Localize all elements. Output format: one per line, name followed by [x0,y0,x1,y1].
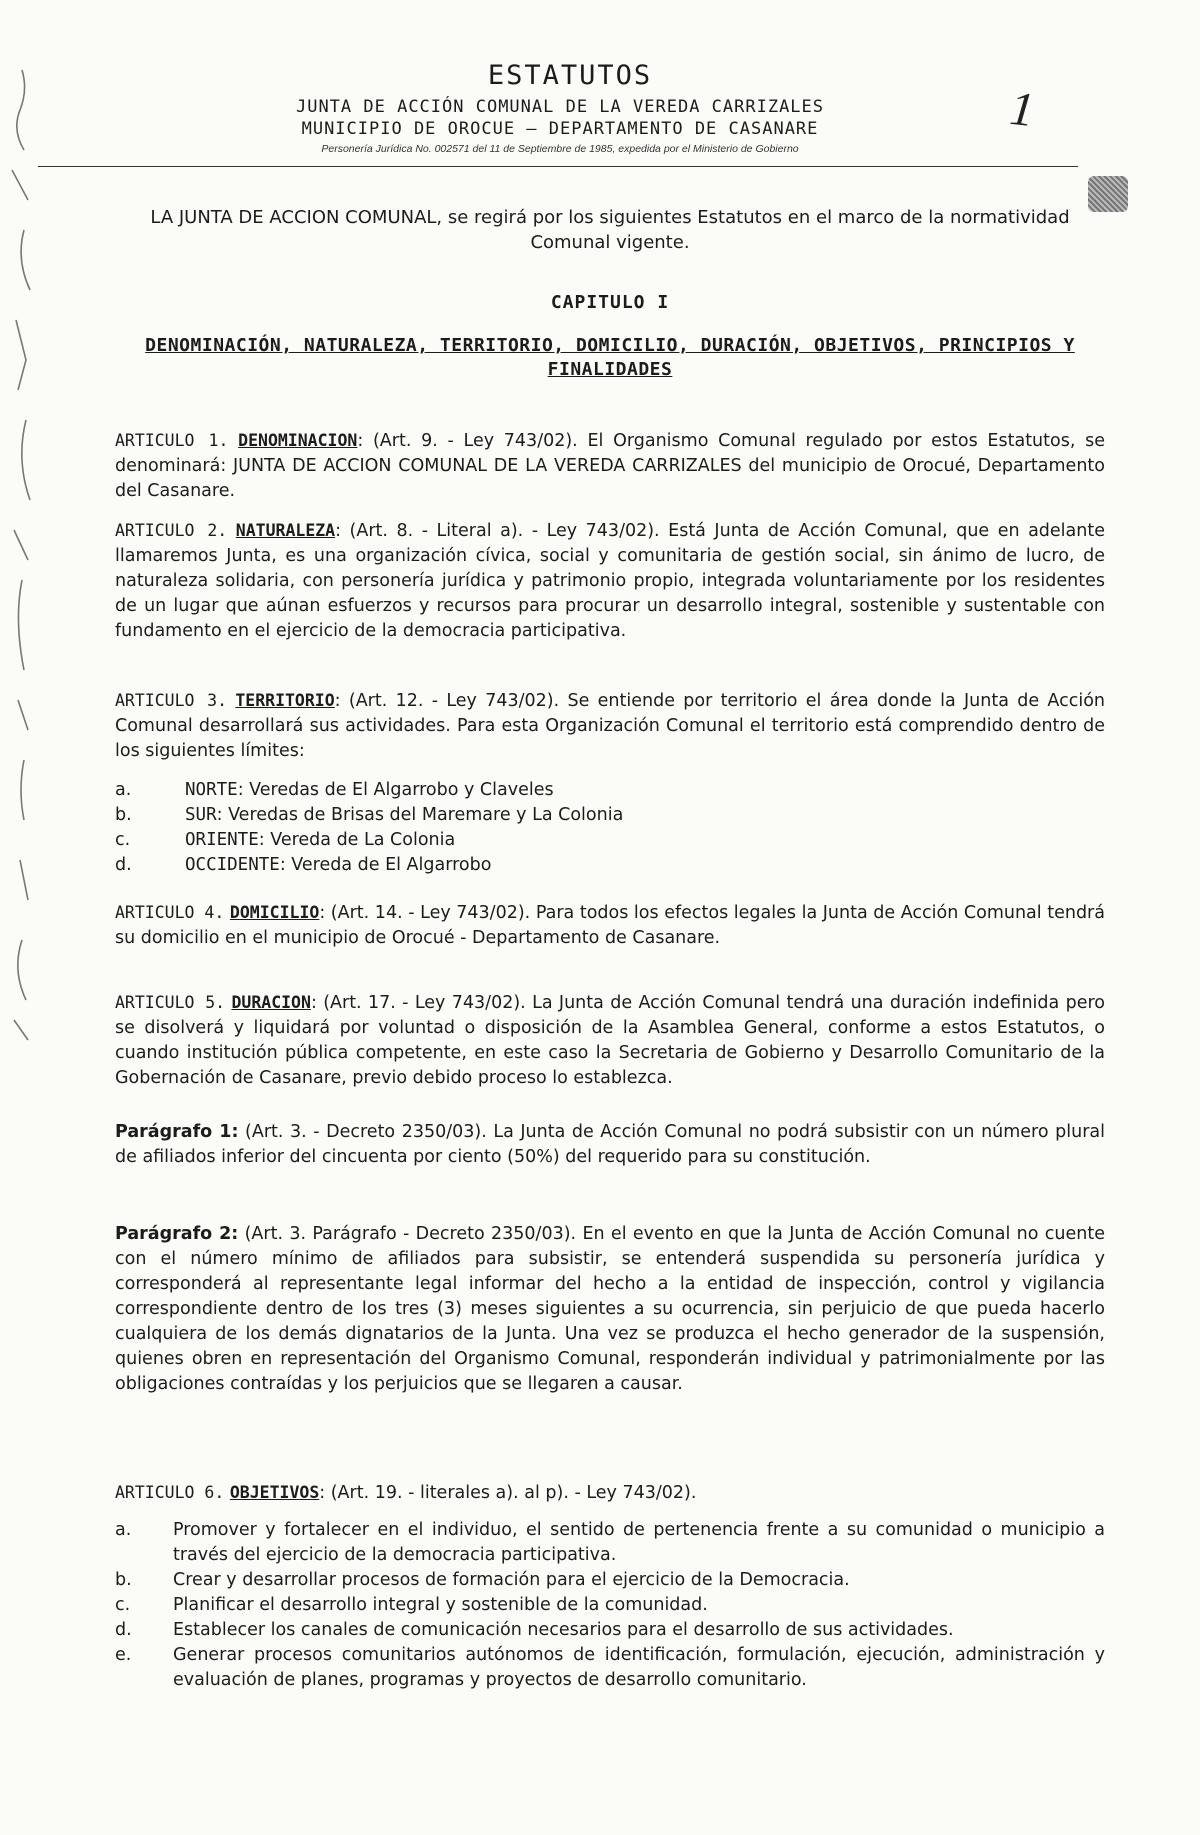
list-item: b. SUR: Veredas de Brisas del Maremare y La Colonia [115,805,624,825]
article-label: ARTICULO 6. [115,1483,225,1502]
list-item: a. Promover y fortalecer en el individuo, el sentido de pertenencia frente a su comunidad o municipio a través del ejercicio de la democracia participativa. [115,1520,1105,1565]
chapter-subtitle: DENOMINACIÓN, NATURALEZA, TERRITORIO, DOMICILIO, DURACIÓN, OBJETIVOS, PRINCIPIOS Y FINALIDADES [145,335,1075,380]
article-6 [115,1480,1105,1506]
article-text: : (Art. 12. - Ley 743/02). Se entiende por territorio el área donde la Junta de Acción Comunal desarrollará sus actividades. Para esta Organización Comunal el territorio está comprendido dentro de los siguientes límites: [115,691,1105,761]
article-name: DOMICILIO [229,903,320,922]
list-item: c. ORIENTE: Vereda de La Colonia [115,830,456,850]
limit-name: ORIENTE [185,830,259,850]
header-organization: JUNTA DE ACCIÓN COMUNAL DE LA VEREDA CARRIZALES [295,97,825,117]
article-1 [115,428,1105,504]
article-label: ARTICULO 3. [115,691,228,710]
article-label: ARTICULO 4. [115,903,225,922]
paragraph-label: Parágrafo 2: [115,1224,239,1244]
paragraph-2 [115,1222,1105,1397]
article-label: ARTICULO 2. [115,521,228,540]
article-5 [115,990,1105,1091]
limit-name: SUR [185,805,217,825]
list-item: d. OCCIDENTE: Vereda de El Algarrobo [115,855,492,875]
article-text: : (Art. 14. - Ley 743/02). Para todos los efectos legales la Junta de Acción Comunal tendrá su domicilio en el municipio de Orocué - Departamento de Casanare. [115,903,1105,948]
article-4 [115,900,1105,951]
page-number: 1 [1007,81,1037,138]
header-divider [38,166,1078,167]
territory-limits-list [115,778,1105,878]
limit-name: OCCIDENTE [185,855,280,875]
article-label: ARTICULO 5. [115,993,226,1012]
limit-name: NORTE [185,780,238,800]
article-text: : (Art. 17. - Ley 743/02). La Junta de Acción Comunal tendrá una duración indefinida pero se disolverá y liquidará por voluntad o disposición de la Asamblea General, conforme a estos Estatutos, o cuando institución pública competente, en este caso la Secretaria de Gobierno y Desarrollo Comunitario de la Gobernación de Casanare, previo debido proceso lo establezca. [115,993,1105,1088]
article-name: OBJETIVOS [229,1483,320,1502]
header-municipality: MUNICIPIO DE OROCUE – DEPARTAMENTO DE CASANARE [301,119,819,139]
list-item: c. Planificar el desarrollo integral y sostenible de la comunidad. [115,1595,708,1615]
article-text: : (Art. 19. - literales a). al p). - Ley 743/02). [319,1483,697,1503]
paragraph-text: (Art. 3. Parágrafo - Decreto 2350/03). En el evento en que la Junta de Acción Comunal no cuente con el número mínimo de afiliados para subsistir, se entenderá suspendida su personería jurídica y corresponderá al representante legal informar del hecho a la entidad de inspección, control y vigilancia correspondiente dentro de los tres (3) meses siguientes a su ocurrencia, sin perjuicio de que pueda hacerlo cualquiera de los demás dignatarios de la Junta. Una vez se produzca el hecho generador de la suspensión, quienes obren en representación del Organismo Comunal, responderán individual y patrimonialmente por las obligaciones contraídas y los perjuicios que se llegaren a causar. [115,1224,1105,1394]
article-text: : (Art. 9. - Ley 743/02). El Organismo Comunal regulado por estos Estatutos, se denominará: JUNTA DE ACCION COMUNAL DE LA VEREDA CARRIZALES del municipio de Orocué, Departamento del Casanare. [115,431,1105,501]
article-name: DURACION [231,993,311,1012]
list-item: a. NORTE: Veredas de El Algarrobo y Claveles [115,780,554,800]
article-text: : (Art. 8. - Literal a). - Ley 743/02). Está Junta de Acción Comunal, que en adelante llamaremos Junta, es una organización cívica, social y comunitaria de gestión social, sin ánimo de lucro, de naturaleza solidaria, con personería jurídica y patrimonio propio, integrada voluntariamente por los residentes de un lugar que aúnan esfuerzos y recursos para procurar un desarrollo integral, sostenible y sustentable con fundamento en el ejercicio de la democracia participativa. [115,521,1105,641]
article-name: TERRITORIO [235,691,335,710]
objectives-list [115,1518,1105,1693]
paragraph-label: Parágrafo 1: [115,1122,239,1142]
paragraph-1 [115,1120,1105,1170]
article-name: NATURALEZA [235,521,336,540]
header-title: ESTATUTOS [487,60,653,91]
left-margin-marks [2,60,48,1160]
article-2 [115,518,1105,644]
article-name: DENOMINACION [238,431,358,450]
article-3 [115,688,1105,764]
paragraph-text: (Art. 3. - Decreto 2350/03). La Junta de Acción Comunal no podrá subsistir con un número plural de afiliados inferior del cincuenta por ciento (50%) del requerido para su constitución. [115,1122,1105,1167]
list-item: d. Establecer los canales de comunicación necesarios para el desarrollo de sus actividades. [115,1620,954,1640]
article-label: ARTICULO 1. [115,431,229,450]
header-legal-reference: Personería Jurídica No. 002571 del 11 de Septiembre de 1985, expedida por el Ministerio de Gobierno [321,143,799,155]
intro-paragraph: LA JUNTA DE ACCION COMUNAL, se regirá por los siguientes Estatutos en el marco de la normatividad Comunal vigente. [150,207,1070,253]
chapter-title: CAPITULO I [550,292,670,313]
list-item: b. Crear y desarrollar procesos de formación para el ejercicio de la Democracia. [115,1570,850,1590]
list-item: e. Generar procesos comunitarios autónomos de identificación, formulación, ejecución, administración y evaluación de planes, programas y proyectos de desarrollo comunitario. [115,1645,1105,1690]
